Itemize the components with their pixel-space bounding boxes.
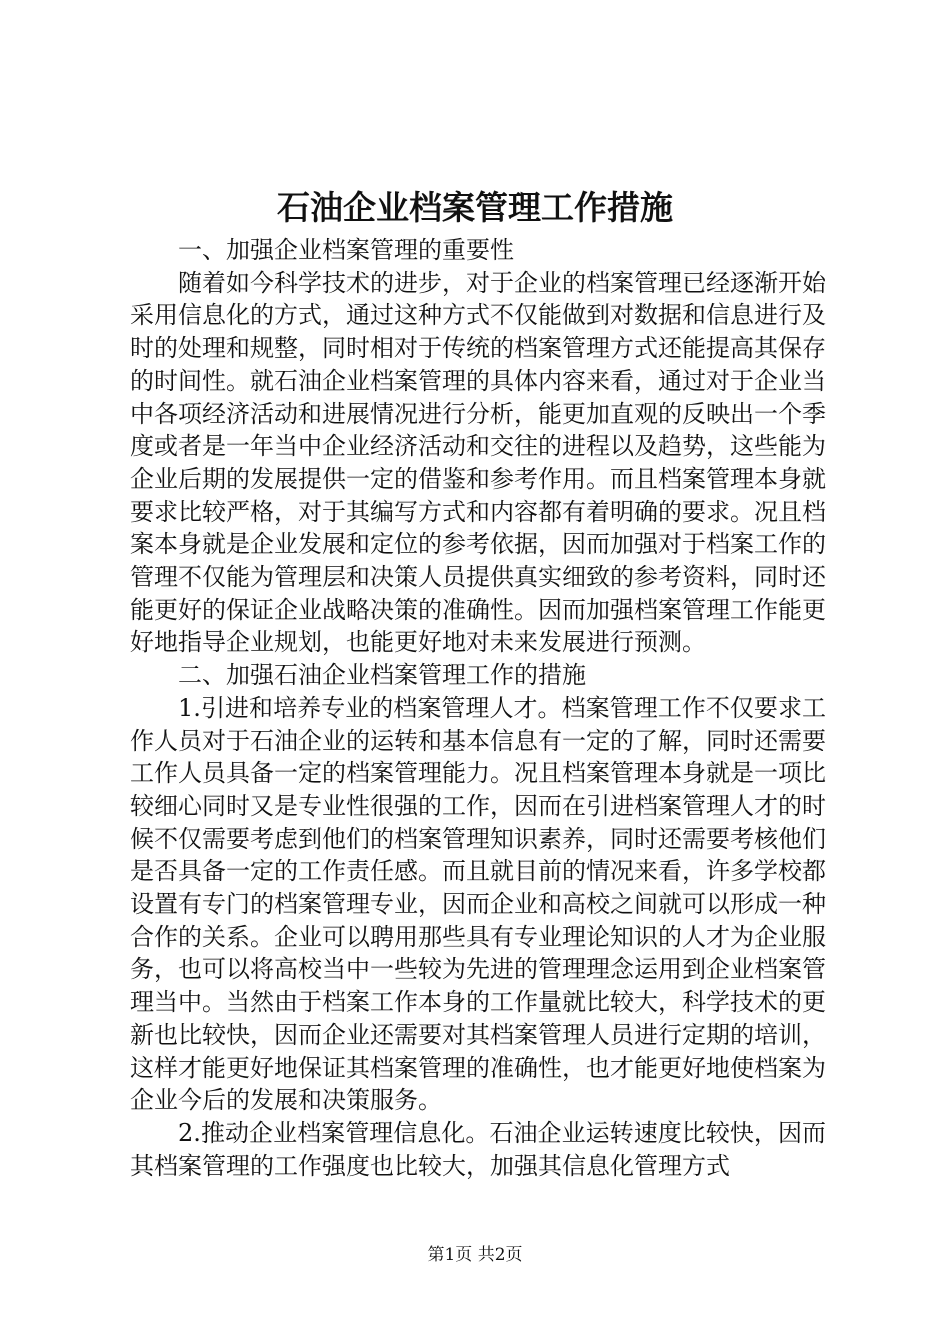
document-body	[130, 234, 826, 1182]
section-heading-2: 二、加强石油企业档案管理工作的措施	[178, 661, 586, 690]
section-heading-1: 一、加强企业档案管理的重要性	[178, 236, 514, 264]
page-number-footer: 第1页 共2页	[427, 1245, 523, 1265]
body-paragraph: 随着如今科学技术的进步，对于企业的档案管理已经逐渐开始采用信息化的方式，通过这种方式不仅能做到对数据和信息进行及时的处理和规整，同时相对于传统的档案管理方式还能提高其保存的时间性。就石油企业档案管理的具体内容来看，通过对于企业当中各项经济活动和进展情况进行分析，能更加直观的反映出一个季度或者是一年当中企业经济活动和交往的进程以及趋势，这些能为企业后期的发展提供一定的借鉴和参考作用。而且档案管理本身就要求比较严格，对于其编写方式和内容都有着明确的要求。况且档案本身就是企业发展和定位的参考依据，因而加强对于档案工作的管理不仅能为管理层和决策人员提供真实细致的参考资料，同时还能更好的保证企业战略决策的准确性。因而加强档案管理工作能更好地指导企业规划，也能更好地对未来发展进行预测。	[130, 268, 826, 657]
body-paragraph: 1.引进和培养专业的档案管理人才。档案管理工作不仅要求工作人员对于石油企业的运转和基本信息有一定的了解，同时还需要工作人员具备一定的档案管理能力。况且档案管理本身就是一项比较细心同时又是专业性很强的工作，因而在引进档案管理人才的时候不仅需要考虑到他们的档案管理知识素养，同时还需要考核他们是否具备一定的工作责任感。而且就目前的情况来看，许多学校都设置有专门的档案管理专业，因而企业和高校之间就可以形成一种合作的关系。企业可以聘用那些具有专业理论知识的人才为企业服务，也可以将高校当中一些较为先进的管理理念运用到企业档案管理当中。当然由于档案工作本身的工作量就比较大，科学技术的更新也比较快，因而企业还需要对其档案管理人员进行定期的培训，这样才能更好地保证其档案管理的准确性，也才能更好地使档案为企业今后的发展和决策服务。	[130, 693, 826, 1115]
body-paragraph: 2.推动企业档案管理信息化。石油企业运转速度比较快，因而其档案管理的工作强度也比较大，加强其信息化管理方式	[130, 1118, 826, 1180]
document-title: 石油企业档案管理工作措施	[277, 188, 673, 227]
